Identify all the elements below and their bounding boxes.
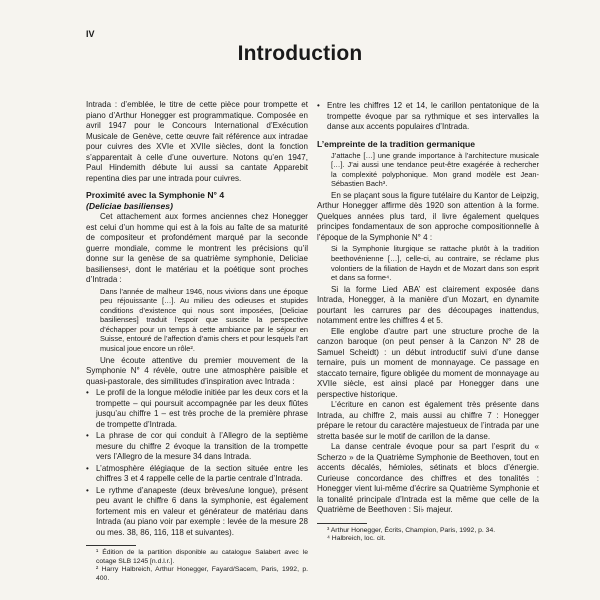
list-item: • Le profil de la longue mélodie initiée par les deux cors et la trompette – qui poursuit accompagnée par les deux flûtes jusqu’au chiffre 1 – est très proche de la première phrase de trompette d’Intrada.	[86, 388, 308, 430]
section-heading	[86, 190, 308, 212]
footnote-divider	[317, 523, 367, 524]
block-quote: Dans l’année de malheur 1946, nous vivions dans une époque peu réjouissante […]. Au milieu des odieuses et stupides conditions d’existence qui nous sont imposées, [Deliciae basilienses] traduit l’espoir que suscite la perspective d’échapper pour un temps à cette ambiance par le séjour en Suisse, entouré de l’affection d’amis chers et pour lesquels l’art musical joue encore un rôle².	[100, 286, 308, 354]
list-item: • L’atmosphère élégiaque de la section située entre les chiffres 3 et 4 rappelle celle de la partie centrale d’Intrada.	[86, 464, 308, 485]
footnote: ¹ Édition de la partition disponible au catalogue Salabert avec le cotage SLB 1245 [n.d.l.r.].	[96, 549, 308, 565]
footnote: ² Harry Halbreich, Arthur Honegger, Fayard/Sacem, Paris, 1992, p. 400.	[96, 566, 308, 582]
footnote: ⁴ Halbreich, loc. cit.	[327, 535, 386, 543]
list-item: • La phrase de cor qui conduit à l’Allegro de la septième mesure du chiffre 2 évoque la transition de la trompette vers l’Allegro de la mesure 34 dans Intrada.	[86, 431, 308, 463]
block-quote: Si la Symphonie liturgique se rattache plutôt à la tradition beethovénienne […], celle-ci, au contraire, se réclame plus volontiers de la filiation de Haydn et de Mozart dans son esprit et dans sa forme⁴.	[331, 244, 539, 283]
list-item: • Entre les chiffres 12 et 14, le carillon pentatonique de la trompette évoque par sa rythmique et ses intervalles la danse aux accents populaires d’Intrada.	[317, 101, 539, 133]
page-title: Introduction	[237, 42, 363, 65]
heading-line: Proximité avec la Symphonie N° 4	[86, 190, 225, 200]
paragraph: Une écoute attentive du premier mouvement de la Symphonie N° 4 révèle, outre une atmosphère paisible et quasi-pastorale, des similitudes d’inspiration avec Intrada :	[86, 355, 308, 386]
paragraph: Intrada : d’emblée, le titre de cette pièce pour trompette et piano d’Arthur Honegger est programmatique. Composée en avril 1947 pour le Concours International d’Exécution Musicale de Genève, cette œuvre fait référence aux intradae pour cuivres des XVIe et XVIIe siècles, dont la fonction s’apparentait à celle d’une ouverture. Notons qu’en 1947, Paul Hindemith débute lui aussi sa cantate Apparebit repentina dies par une intrada pour cuivres.	[86, 100, 308, 183]
paragraph: L’écriture en canon est également très présente dans Intrada, au chiffre 2, mais aussi au chiffre 7 : Honegger prépare le retour du caractère majestueux de l’intrada par une stretta basée sur le motif de carillon de la danse.	[317, 400, 539, 441]
bullet-list	[317, 101, 539, 133]
paragraph: Elle englobe d’autre part une structure proche de la canzon baroque (on peut penser à la Canzon N° 28 de Samuel Scheidt) : un début introductif suivi d’une danse ternaire, puis un moment de monnayage. Ce passage en staccato ternaire, figure obligée du moment de monnayage au XVIIe siècle, est ainsi placé par Honegger dans une perspective historique.	[317, 326, 539, 399]
footnote: ³ Arthur Honegger, Écrits, Champion, Paris, 1992, p. 34.	[327, 526, 496, 534]
heading-subtitle: (Deliciae basilienses)	[86, 201, 173, 211]
block-quote: J’attache […] une grande importance à l’architecture musicale […]. J’ai aussi une tendance peut-être exagérée à rechercher la complexité polyphonique. Mon grand modèle est Jean-Sébastien Bach³.	[331, 150, 539, 189]
paragraph: Cet attachement aux formes anciennes chez Honegger est celui d’un homme qui est à la fois au faîte de sa maturité de compositeur et profondément marqué par la seconde guerre mondiale, comme le montrent les précisions qu’il donne sur la genèse de sa quatrième symphonie, Deliciae basilienses¹, dont le matériau et la poétique sont proches d’Intrada :	[86, 212, 308, 284]
left-column	[86, 100, 308, 584]
list-item: • Le rythme d’anapeste (deux brèves/une longue), présent peu avant le chiffre 6 dans la symphonie, est également fortement mis en valeur et générateur de matériau dans Intrada (au piano voir par exemple : levée de la mesure 28 ou mes. 38, 86, 116, 118 et suivantes).	[86, 486, 308, 539]
page-number: IV	[86, 29, 95, 39]
right-column	[317, 100, 539, 544]
paragraph: Si la forme Lied ABA’ est clairement exposée dans Intrada, Honegger, à la manière d’un Mozart, en dynamite pourtant les carrures par des découpages inattendus, notamment entre les chiffres 4 et 5.	[317, 284, 539, 326]
footnote-divider	[86, 545, 136, 546]
bullet-list	[86, 388, 308, 538]
section-heading: L’empreinte de la tradition germanique	[317, 138, 476, 149]
paragraph: En se plaçant sous la figure tutélaire du Kantor de Leipzig, Arthur Honegger affirme dès 1920 son attention à la forme. Quelques années plus tard, il livre également quelques principes fondamentaux de son approche compositionnelle à l’époque de la Symphonie N° 4 :	[317, 190, 540, 242]
paragraph: La danse centrale évoque pour sa part l’esprit du « Scherzo » de la Quatrième Symphonie de Beethoven, tout en accents décalés, hémioles, sétinats et blocs d’énergie. Curieuse concordance des chiffres et des tonalités : Honegger vient lui-même d’écrire sa Quatrième Symphonie et la tonalité principale d’Intrada est la même que celle de la Quatrième de Beethoven : Si♭ majeur.	[317, 442, 539, 515]
